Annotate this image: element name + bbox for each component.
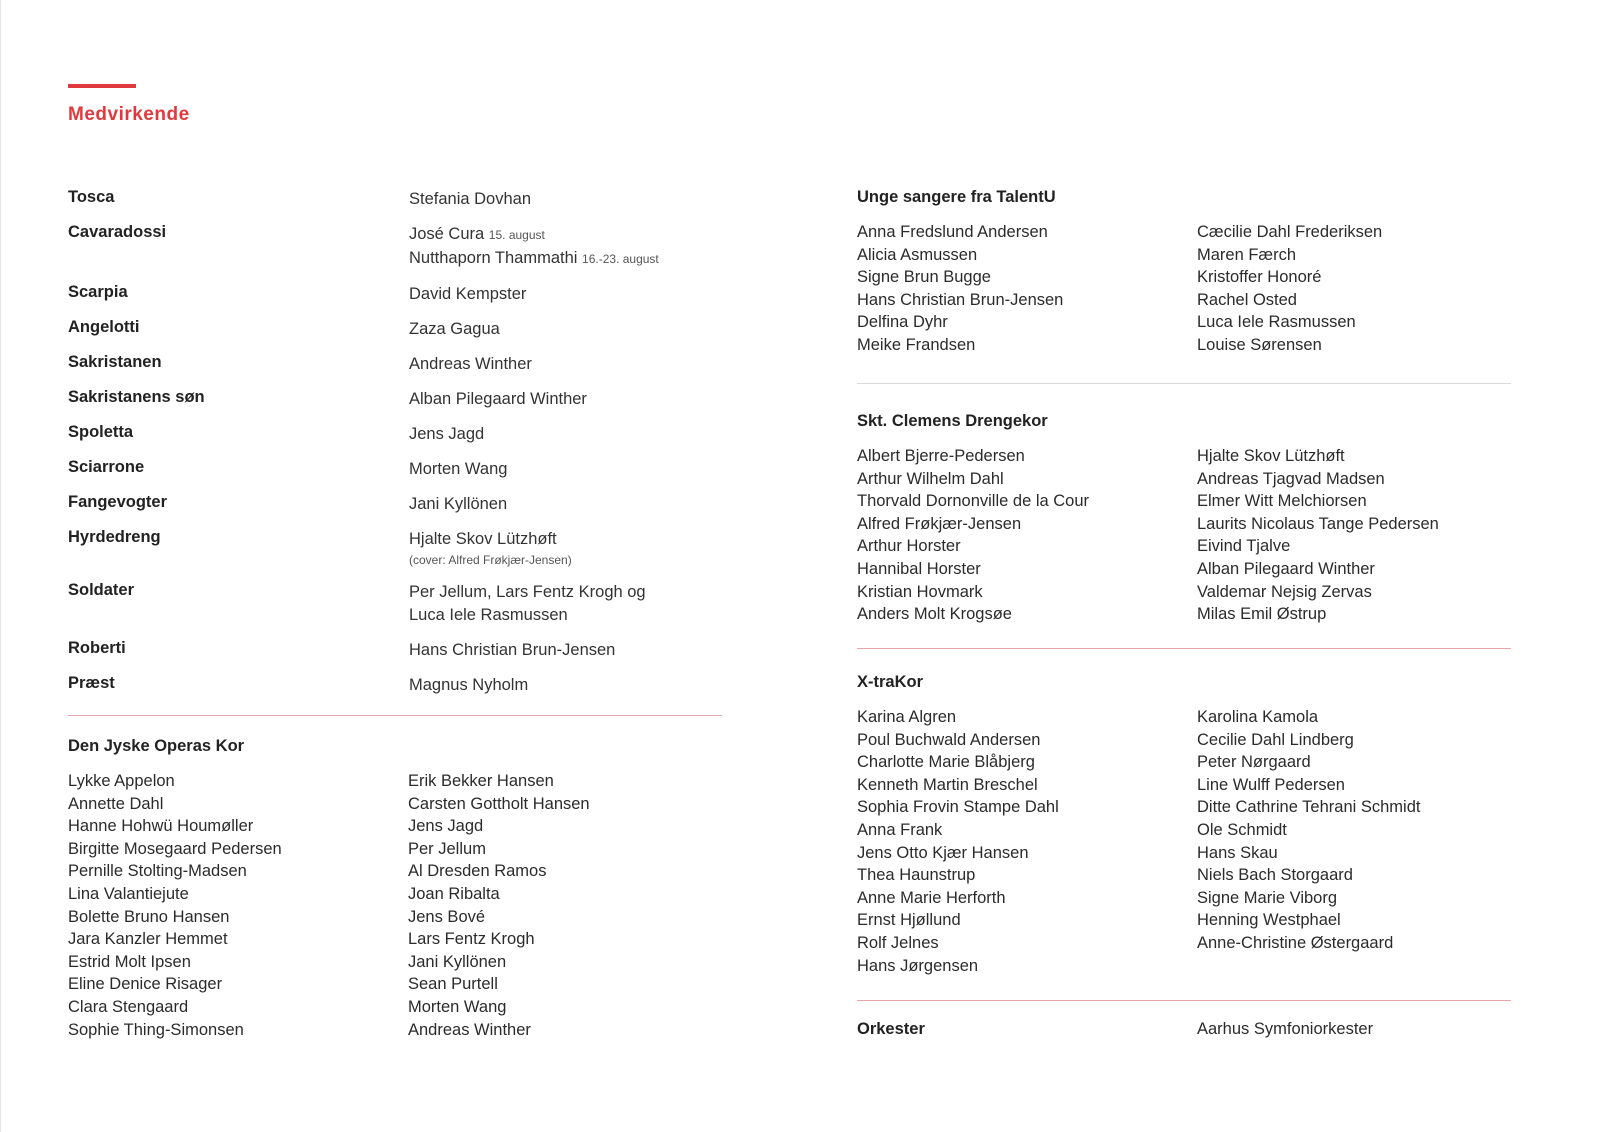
- member-name: Cæcilie Dahl Frederiksen: [1197, 223, 1383, 241]
- member-name: Hans Jørgensen: [857, 956, 979, 975]
- member-name: Al Dresden Ramos: [408, 862, 547, 881]
- drengekor-col1: [857, 445, 1197, 626]
- member-name: Elmer Witt Melchiorsen: [1197, 492, 1367, 511]
- performer-name: David Kempster: [409, 285, 527, 303]
- performer-name: Per Jellum, Lars Fentz Krogh og: [409, 583, 646, 601]
- performer-names: [409, 223, 659, 271]
- cast-row: [68, 188, 722, 211]
- talentu-title: Unge sangere fra TalentU: [857, 188, 1056, 206]
- performer-line: [409, 674, 528, 697]
- member-name: Rolf Jelnes: [857, 933, 939, 952]
- performer-name: Hjalte Skov Lützhøft: [409, 530, 557, 548]
- member-name: Peter Nørgaard: [1197, 753, 1311, 772]
- performer-line: [409, 458, 507, 481]
- orkester-row: [857, 1020, 1511, 1039]
- drengekor-divider: [857, 648, 1511, 649]
- performer-line: [409, 353, 532, 376]
- xtrakor-col2: [1197, 706, 1511, 977]
- role-label: Angelotti: [68, 318, 140, 336]
- jyske-kor-col2: [408, 770, 722, 1041]
- member-name: Per Jellum: [408, 839, 486, 858]
- member-name: Anne Marie Herforth: [857, 888, 1006, 907]
- performer-name: Jens Jagd: [409, 425, 485, 443]
- member-name: Rachel Osted: [1197, 290, 1297, 309]
- member-name: Eivind Tjalve: [1197, 537, 1291, 556]
- cast-row: [68, 528, 722, 569]
- performer-line: [409, 604, 646, 627]
- member-name: Charlotte Marie Blåbjerg: [857, 753, 1035, 772]
- performer-names: [409, 353, 532, 376]
- drengekor-section: [857, 412, 1511, 626]
- member-name: Hans Christian Brun-Jensen: [857, 290, 1064, 309]
- jyske-kor-section: [68, 737, 722, 1041]
- date-note: 16.-23. august: [582, 252, 659, 266]
- performer-name: Nutthaporn Thammathi: [409, 249, 578, 267]
- member-name: Valdemar Nejsig Zervas: [1197, 582, 1372, 601]
- performer-line: [409, 423, 484, 446]
- performer-names: [409, 581, 646, 627]
- member-name: Cecilie Dahl Lindberg: [1197, 730, 1354, 749]
- member-name: Albert Bjerre-Pedersen: [857, 447, 1025, 465]
- talentu-section: [857, 188, 1511, 357]
- xtrakor-section: [857, 673, 1511, 977]
- performer-names: [409, 528, 572, 569]
- member-name: Sophia Frovin Stampe Dahl: [857, 798, 1059, 817]
- xtrakor-title: X-traKor: [857, 673, 924, 691]
- member-name: Jens Bové: [408, 907, 486, 926]
- performer-line: [409, 528, 572, 551]
- member-name: Erik Bekker Hansen: [408, 772, 554, 790]
- cast-row: [68, 318, 722, 341]
- performer-line: [409, 318, 500, 341]
- performer-line: [409, 223, 659, 247]
- member-name: Delfina Dyhr: [857, 313, 948, 332]
- member-name: Jara Kanzler Hemmet: [68, 930, 228, 949]
- role-label: Cavaradossi: [68, 223, 167, 241]
- member-name: Ernst Hjøllund: [857, 911, 961, 930]
- performer-names: [409, 283, 526, 306]
- performer-names: [409, 388, 587, 411]
- performer-names: [409, 493, 507, 516]
- cast-row: [68, 674, 722, 697]
- member-name: Andreas Tjagvad Madsen: [1197, 469, 1385, 488]
- member-name: Alban Pilegaard Winther: [1197, 559, 1375, 578]
- member-name: Jani Kyllönen: [408, 952, 507, 971]
- role-label: Sciarrone: [68, 458, 145, 476]
- member-name: Lina Valantiejute: [68, 884, 189, 903]
- member-name: Niels Bach Storgaard: [1197, 866, 1353, 885]
- member-name: Bolette Bruno Hansen: [68, 907, 230, 926]
- member-name: Pernille Stolting-Madsen: [68, 862, 247, 881]
- performer-name: Stefania Dovhan: [409, 190, 532, 208]
- talentu-col1: [857, 221, 1197, 357]
- performer-names: [409, 318, 500, 341]
- member-name: Hannibal Horster: [857, 559, 981, 578]
- performer-name: Andreas Winther: [409, 355, 532, 373]
- cast-row: [68, 458, 722, 481]
- member-name: Hjalte Skov Lützhøft: [1197, 447, 1345, 465]
- member-name: Meike Frandsen: [857, 335, 976, 354]
- member-name: Thea Haunstrup: [857, 866, 976, 885]
- performer-line: [409, 639, 615, 662]
- performer-name: Zaza Gagua: [409, 320, 500, 338]
- section-title: Medvirkende: [68, 104, 190, 125]
- member-name: Lars Fentz Krogh: [408, 930, 535, 949]
- member-name: Kristoffer Honoré: [1197, 268, 1322, 287]
- member-name: Birgitte Mosegaard Pedersen: [68, 839, 282, 858]
- member-name: Sophie Thing-Simonsen: [68, 1020, 244, 1039]
- member-name: Ole Schmidt: [1197, 820, 1287, 839]
- member-name: Signe Brun Bugge: [857, 268, 991, 287]
- performer-names: [409, 423, 484, 446]
- xtrakor-divider: [857, 1000, 1511, 1001]
- performer-names: [409, 639, 615, 662]
- member-name: Eline Denice Risager: [68, 975, 223, 994]
- member-name: Morten Wang: [408, 997, 507, 1016]
- member-name: Louise Sørensen: [1197, 335, 1322, 354]
- performer-names: [409, 674, 528, 697]
- jyske-kor-col1: [68, 770, 408, 1041]
- role-label: Roberti: [68, 639, 126, 657]
- performer-name: Hans Christian Brun-Jensen: [409, 641, 616, 659]
- cast-row: [68, 388, 722, 411]
- member-name: Karina Algren: [857, 708, 957, 726]
- drengekor-title: Skt. Clemens Drengekor: [857, 412, 1048, 430]
- member-name: Sean Purtell: [408, 975, 498, 994]
- member-name: Alicia Asmussen: [857, 245, 978, 264]
- jyske-kor-title: Den Jyske Operas Kor: [68, 737, 245, 755]
- member-name: Anna Frank: [857, 820, 943, 839]
- member-name: Carsten Gottholt Hansen: [408, 794, 590, 813]
- xtrakor-col1: [857, 706, 1197, 977]
- cast-row: [68, 639, 722, 662]
- member-name: Anders Molt Krogsøe: [857, 605, 1012, 624]
- accent-bar: [68, 84, 136, 88]
- member-name: Lykke Appelon: [68, 772, 175, 790]
- member-name: Arthur Wilhelm Dahl: [857, 469, 1004, 488]
- member-name: Karolina Kamola: [1197, 708, 1319, 726]
- performer-name: José Cura: [409, 225, 485, 243]
- member-name: Hans Skau: [1197, 843, 1278, 862]
- talentu-col2: [1197, 221, 1511, 357]
- cover-note: (cover: Alfred Frøkjær-Jensen): [409, 553, 572, 567]
- performer-name: Morten Wang: [409, 460, 508, 478]
- role-label: Hyrdedreng: [68, 528, 161, 546]
- orkester-value: Aarhus Symfoniorkester: [1197, 1020, 1374, 1038]
- cast-row: [68, 423, 722, 446]
- role-label: Tosca: [68, 188, 115, 206]
- member-name: Signe Marie Viborg: [1197, 888, 1338, 907]
- member-name: Anna Fredslund Andersen: [857, 223, 1048, 241]
- performer-names: [409, 188, 531, 211]
- member-name: Alfred Frøkjær-Jensen: [857, 514, 1022, 533]
- member-name: Andreas Winther: [408, 1020, 531, 1039]
- member-name: Laurits Nicolaus Tange Pedersen: [1197, 514, 1439, 533]
- member-name: Poul Buchwald Andersen: [857, 730, 1041, 749]
- member-name: Jens Otto Kjær Hansen: [857, 843, 1029, 862]
- member-name: Joan Ribalta: [408, 884, 500, 903]
- talentu-divider: [857, 383, 1511, 384]
- member-name: Henning Westphael: [1197, 911, 1341, 930]
- member-name: Line Wulff Pedersen: [1197, 775, 1345, 794]
- performer-line: [409, 247, 659, 271]
- member-name: Kristian Hovmark: [857, 582, 983, 601]
- member-name: Maren Færch: [1197, 245, 1297, 264]
- cast-row: [68, 223, 722, 271]
- role-label: Sakristanens søn: [68, 388, 205, 406]
- member-name: Hanne Hohwü Houmøller: [68, 817, 254, 836]
- member-name: Milas Emil Østrup: [1197, 605, 1327, 624]
- member-name: Jens Jagd: [408, 817, 484, 836]
- role-label: Scarpia: [68, 283, 128, 301]
- role-label: Spoletta: [68, 423, 134, 441]
- cast-row: [68, 493, 722, 516]
- member-name: Ditte Cathrine Tehrani Schmidt: [1197, 798, 1421, 817]
- member-name: Luca Iele Rasmussen: [1197, 313, 1356, 332]
- member-name: Kenneth Martin Breschel: [857, 775, 1038, 794]
- role-label: Sakristanen: [68, 353, 162, 371]
- role-label: Fangevogter: [68, 493, 168, 511]
- member-name: Estrid Molt Ipsen: [68, 952, 191, 971]
- cast-divider: [68, 715, 722, 716]
- member-name: Arthur Horster: [857, 537, 961, 556]
- member-name: Clara Stengaard: [68, 997, 189, 1016]
- page-edge: [0, 0, 1, 1132]
- performer-line: [409, 188, 531, 211]
- performer-line: [409, 581, 646, 604]
- member-name: Annette Dahl: [68, 794, 164, 813]
- performer-name: Alban Pilegaard Winther: [409, 390, 587, 408]
- cast-list: [68, 188, 722, 709]
- role-label: Præst: [68, 674, 115, 692]
- cast-row: [68, 283, 722, 306]
- performer-line: [409, 493, 507, 516]
- cast-row: [68, 581, 722, 627]
- drengekor-col2: [1197, 445, 1511, 626]
- date-note: 15. august: [488, 228, 545, 242]
- orkester-label: Orkester: [857, 1020, 925, 1038]
- performer-names: [409, 458, 507, 481]
- member-name: Thorvald Dornonville de la Cour: [857, 492, 1090, 511]
- member-name: Anne-Christine Østergaard: [1197, 933, 1394, 952]
- cast-row: [68, 353, 722, 376]
- performer-line: [409, 388, 587, 411]
- performer-name: Jani Kyllönen: [409, 495, 508, 513]
- performer-name: Luca Iele Rasmussen: [409, 606, 568, 624]
- performer-name: Magnus Nyholm: [409, 676, 529, 694]
- performer-line: [409, 283, 526, 306]
- role-label: Soldater: [68, 581, 135, 599]
